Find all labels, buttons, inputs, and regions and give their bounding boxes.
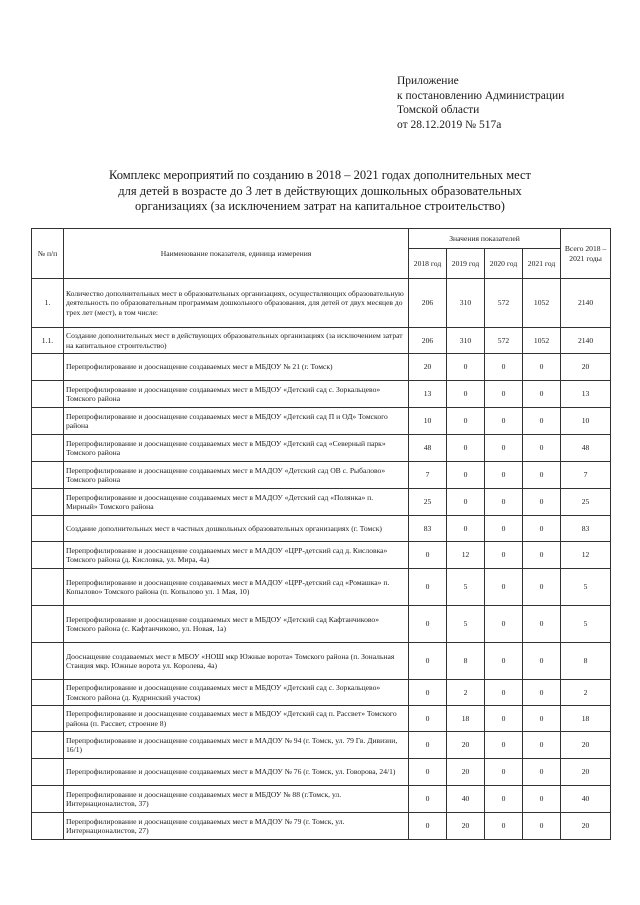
value-2020: 0 bbox=[485, 408, 523, 435]
value-2019: 8 bbox=[447, 643, 485, 680]
value-2020: 0 bbox=[485, 606, 523, 643]
row-num bbox=[32, 759, 64, 786]
row-num bbox=[32, 462, 64, 489]
value-2020: 0 bbox=[485, 786, 523, 813]
value-2019: 0 bbox=[447, 435, 485, 462]
value-total: 7 bbox=[561, 462, 611, 489]
row-name: Перепрофилирование и дооснащение создаваемых мест в МБДОУ «Детский сад с. Зоркальцево» Томского района (д. Кудринский участок) bbox=[64, 680, 409, 706]
row-num bbox=[32, 643, 64, 680]
row-num bbox=[32, 516, 64, 542]
row-num bbox=[32, 354, 64, 381]
value-2021: 0 bbox=[523, 516, 561, 542]
value-total: 25 bbox=[561, 489, 611, 516]
value-total: 10 bbox=[561, 408, 611, 435]
value-2018: 48 bbox=[409, 435, 447, 462]
appendix-line: Приложение bbox=[397, 75, 459, 87]
title-line: Комплекс мероприятий по созданию в 2018 – 2021 годах дополнительных мест bbox=[108, 168, 531, 182]
table-row bbox=[32, 759, 611, 786]
value-total: 48 bbox=[561, 435, 611, 462]
value-2018: 0 bbox=[409, 786, 447, 813]
table-row bbox=[32, 354, 611, 381]
value-2021: 0 bbox=[523, 706, 561, 732]
value-2020: 0 bbox=[485, 706, 523, 732]
value-total: 8 bbox=[561, 643, 611, 680]
value-2021: 0 bbox=[523, 462, 561, 489]
value-total: 13 bbox=[561, 381, 611, 408]
value-2019: 0 bbox=[447, 354, 485, 381]
value-2021: 0 bbox=[523, 354, 561, 381]
value-2018: 0 bbox=[409, 569, 447, 606]
row-num bbox=[32, 408, 64, 435]
value-2019: 5 bbox=[447, 606, 485, 643]
value-total: 5 bbox=[561, 606, 611, 643]
value-2021: 0 bbox=[523, 732, 561, 759]
value-total: 5 bbox=[561, 569, 611, 606]
value-2021: 1052 bbox=[523, 279, 561, 328]
header-name: Наименование показателя, единица измерения bbox=[64, 229, 409, 279]
row-name: Перепрофилирование и дооснащение создаваемых мест в МБДОУ «Детский сад с. Зоркальцево» Томского района bbox=[64, 381, 409, 408]
value-2019: 40 bbox=[447, 786, 485, 813]
value-2021: 0 bbox=[523, 569, 561, 606]
row-num bbox=[32, 786, 64, 813]
value-2019: 2 bbox=[447, 680, 485, 706]
row-name: Количество дополнительных мест в образовательных организациях, осуществляющих образовательную деятельность по образовательным программам дошкольного образования, для детей от двух месяцев до трех лет (мест), в том числе: bbox=[64, 279, 409, 328]
value-2019: 5 bbox=[447, 569, 485, 606]
value-2020: 572 bbox=[485, 279, 523, 328]
header-year: 2019 год bbox=[447, 249, 485, 279]
document-title bbox=[60, 168, 580, 215]
table-row bbox=[32, 569, 611, 606]
value-2021: 0 bbox=[523, 643, 561, 680]
value-total: 18 bbox=[561, 706, 611, 732]
value-2019: 18 bbox=[447, 706, 485, 732]
value-2018: 0 bbox=[409, 542, 447, 569]
table-row bbox=[32, 786, 611, 813]
table-row bbox=[32, 489, 611, 516]
row-name: Перепрофилирование и дооснащение создаваемых мест в МАДОУ «Детский сад ОВ с. Рыбалово» Томского района bbox=[64, 462, 409, 489]
value-2021: 0 bbox=[523, 786, 561, 813]
table-row bbox=[32, 408, 611, 435]
row-num bbox=[32, 569, 64, 606]
row-name: Создание дополнительных мест в действующих образовательных организациях (за исключением затрат на капитальное строительство) bbox=[64, 328, 409, 354]
title-line: организациях (за исключением затрат на капитальное строительство) bbox=[135, 199, 505, 213]
header-num: № п/п bbox=[32, 229, 64, 279]
table-row bbox=[32, 680, 611, 706]
value-2018: 0 bbox=[409, 706, 447, 732]
table-row bbox=[32, 516, 611, 542]
value-2021: 0 bbox=[523, 408, 561, 435]
value-2020: 0 bbox=[485, 732, 523, 759]
value-total: 12 bbox=[561, 542, 611, 569]
table-row bbox=[32, 381, 611, 408]
value-2019: 310 bbox=[447, 328, 485, 354]
value-2021: 0 bbox=[523, 542, 561, 569]
row-name: Создание дополнительных мест в частных дошкольных образовательных организациях (г. Томск) bbox=[64, 516, 409, 542]
value-2020: 0 bbox=[485, 759, 523, 786]
table-row bbox=[32, 732, 611, 759]
value-2019: 0 bbox=[447, 489, 485, 516]
value-2019: 20 bbox=[447, 759, 485, 786]
value-2018: 25 bbox=[409, 489, 447, 516]
value-2021: 0 bbox=[523, 759, 561, 786]
appendix-line: к постановлению Администрации bbox=[397, 89, 565, 102]
table-row bbox=[32, 462, 611, 489]
table-row bbox=[32, 643, 611, 680]
value-2020: 0 bbox=[485, 680, 523, 706]
value-total: 2140 bbox=[561, 328, 611, 354]
value-2020: 0 bbox=[485, 462, 523, 489]
value-total: 2 bbox=[561, 680, 611, 706]
table-row bbox=[32, 606, 611, 643]
value-2019: 0 bbox=[447, 408, 485, 435]
value-2021: 0 bbox=[523, 680, 561, 706]
row-name: Перепрофилирование и дооснащение создаваемых мест в МБДОУ «Детский сад «Северный парк» Томского района bbox=[64, 435, 409, 462]
appendix-line: Томской области bbox=[397, 104, 480, 116]
value-2020: 572 bbox=[485, 328, 523, 354]
table-row bbox=[32, 435, 611, 462]
table-row bbox=[32, 813, 611, 840]
row-num bbox=[32, 680, 64, 706]
value-total: 20 bbox=[561, 732, 611, 759]
value-2020: 0 bbox=[485, 516, 523, 542]
value-2020: 0 bbox=[485, 813, 523, 840]
value-2018: 0 bbox=[409, 643, 447, 680]
row-name: Перепрофилирование и дооснащение создаваемых мест в МАДОУ «ЦРР-детский сад «Ромашка» п. Копылово» Томского района (п. Копылово ул. 1 Мая, 10) bbox=[64, 569, 409, 606]
value-2020: 0 bbox=[485, 643, 523, 680]
value-2018: 83 bbox=[409, 516, 447, 542]
value-2018: 0 bbox=[409, 759, 447, 786]
value-2019: 0 bbox=[447, 462, 485, 489]
indicators-table bbox=[31, 228, 611, 840]
row-num bbox=[32, 813, 64, 840]
value-total: 83 bbox=[561, 516, 611, 542]
value-2021: 0 bbox=[523, 489, 561, 516]
table-row bbox=[32, 279, 611, 328]
header-year: 2018 год bbox=[409, 249, 447, 279]
table-row bbox=[32, 542, 611, 569]
value-total: 20 bbox=[561, 354, 611, 381]
table-row bbox=[32, 328, 611, 354]
value-2018: 206 bbox=[409, 328, 447, 354]
value-2019: 12 bbox=[447, 542, 485, 569]
row-name: Перепрофилирование и дооснащение создаваемых мест в МАДОУ «Детский сад «Полянка» п. Мирный» Томского района bbox=[64, 489, 409, 516]
value-total: 20 bbox=[561, 759, 611, 786]
value-2018: 0 bbox=[409, 732, 447, 759]
value-2018: 13 bbox=[409, 381, 447, 408]
value-2020: 0 bbox=[485, 569, 523, 606]
row-num bbox=[32, 435, 64, 462]
value-2021: 1052 bbox=[523, 328, 561, 354]
value-2018: 10 bbox=[409, 408, 447, 435]
value-2018: 0 bbox=[409, 606, 447, 643]
row-name: Перепрофилирование и дооснащение создаваемых мест в МБДОУ «Детский сад Кафтанчиково» Томского района (с. Кафтанчиково, ул. Новая, 1а) bbox=[64, 606, 409, 643]
appendix-line: от 28.12.2019 № 517а bbox=[397, 118, 502, 131]
table-row bbox=[32, 706, 611, 732]
header-total: Всего 2018 – 2021 годы bbox=[561, 229, 611, 279]
row-name: Перепрофилирование и дооснащение создаваемых мест в МБДОУ «Детский сад п. Рассвет» Томского района (п. Рассвет, строение 8) bbox=[64, 706, 409, 732]
value-2018: 20 bbox=[409, 354, 447, 381]
header-values-group: Значения показателей bbox=[409, 229, 561, 249]
row-name: Перепрофилирование и дооснащение создаваемых мест в МБДОУ «Детский сад П и ОД» Томского района bbox=[64, 408, 409, 435]
value-2021: 0 bbox=[523, 813, 561, 840]
header-year: 2021 год bbox=[523, 249, 561, 279]
value-2018: 0 bbox=[409, 813, 447, 840]
value-2018: 0 bbox=[409, 680, 447, 706]
value-2020: 0 bbox=[485, 489, 523, 516]
row-num bbox=[32, 732, 64, 759]
row-name: Перепрофилирование и дооснащение создаваемых мест в МАДОУ «ЦРР-детский сад д. Кисловка» Томского района (д. Кисловка, ул. Мира, 4а) bbox=[64, 542, 409, 569]
value-2019: 310 bbox=[447, 279, 485, 328]
value-2019: 0 bbox=[447, 381, 485, 408]
header-year: 2020 год bbox=[485, 249, 523, 279]
row-name: Дооснащение создаваемых мест в МБОУ «НОШ мкр Южные ворота» Томского района (п. Зональная Станция мкр. Южные ворота ул. Королева, 4а) bbox=[64, 643, 409, 680]
value-2020: 0 bbox=[485, 381, 523, 408]
value-2021: 0 bbox=[523, 606, 561, 643]
value-total: 40 bbox=[561, 786, 611, 813]
appendix-block bbox=[397, 74, 564, 132]
value-total: 2140 bbox=[561, 279, 611, 328]
value-2018: 206 bbox=[409, 279, 447, 328]
value-total: 20 bbox=[561, 813, 611, 840]
value-2020: 0 bbox=[485, 435, 523, 462]
value-2020: 0 bbox=[485, 354, 523, 381]
row-num bbox=[32, 542, 64, 569]
row-num bbox=[32, 381, 64, 408]
value-2019: 0 bbox=[447, 516, 485, 542]
row-num: 1.1. bbox=[32, 328, 64, 354]
row-num: 1. bbox=[32, 279, 64, 328]
value-2018: 7 bbox=[409, 462, 447, 489]
title-line: для детей в возрасте до 3 лет в действующих дошкольных образовательных bbox=[118, 183, 522, 198]
value-2019: 20 bbox=[447, 813, 485, 840]
value-2019: 20 bbox=[447, 732, 485, 759]
row-num bbox=[32, 706, 64, 732]
row-name: Перепрофилирование и дооснащение создаваемых мест в МБДОУ № 21 (г. Томск) bbox=[64, 354, 409, 381]
value-2021: 0 bbox=[523, 435, 561, 462]
row-name: Перепрофилирование и дооснащение создаваемых мест в МАДОУ № 79 (г. Томск, ул. Интернационалистов, 27) bbox=[64, 813, 409, 840]
row-num bbox=[32, 606, 64, 643]
row-num bbox=[32, 489, 64, 516]
row-name: Перепрофилирование и дооснащение создаваемых мест в МАДОУ № 94 (г. Томск, ул. 79 Гв. Дивизии, 16/1) bbox=[64, 732, 409, 759]
row-name: Перепрофилирование и дооснащение создаваемых мест в МБДОУ № 88 (г.Томск, ул. Интернационалистов, 37) bbox=[64, 786, 409, 813]
value-2021: 0 bbox=[523, 381, 561, 408]
row-name: Перепрофилирование и дооснащение создаваемых мест в МАДОУ № 76 (г. Томск, ул. Говорова, 24/1) bbox=[64, 759, 409, 786]
value-2020: 0 bbox=[485, 542, 523, 569]
